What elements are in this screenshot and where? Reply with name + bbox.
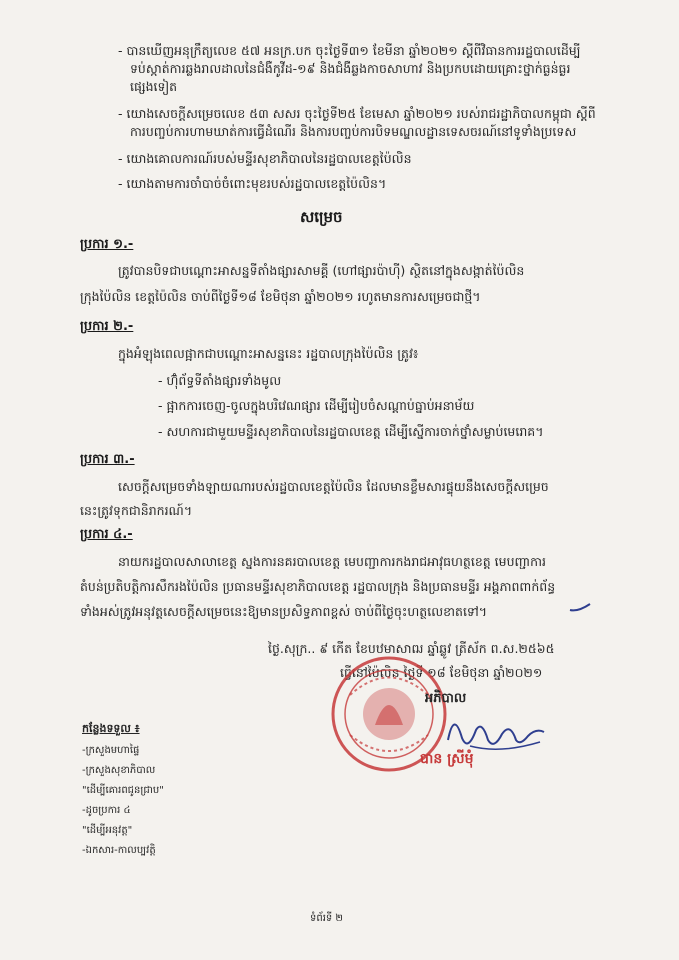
- preamble-3-line-1: - យោងគោលការណ៍របស់មន្ទីរសុខាភិបាលនៃរដ្ឋបាលខេត្តប៉ៃលិន: [118, 151, 412, 166]
- recipient-4: -ដូចប្រការ ៤: [82, 805, 131, 816]
- article-3-line-1: សេចក្តីសម្រេចទាំងឡាយណារបស់រដ្ឋបាលខេត្តប៉ៃលិន ដែលមានខ្លឹមសារផ្ទុយនឹងសេចក្តីសម្រេច: [118, 479, 549, 494]
- article-2-line-1: ក្នុងអំឡុងពេលផ្អាកជាបណ្តោះអាសន្ននេះ រដ្ឋបាលក្រុងប៉ៃលិន ត្រូវ៖: [118, 346, 419, 361]
- preamble-1-line-3: ផ្សេងទៀត: [130, 79, 178, 94]
- recipient-2: -ក្រសួងសុខាភិបាល: [82, 765, 156, 776]
- article-1-line-2: ក្រុងប៉ៃលិន ខេត្តប៉ៃលិន ចាប់ពីថ្ងៃទី១៨ ខែមិថុនា ឆ្នាំ២០២១ រហូតមានការសម្រេចជាថ្មី។: [80, 289, 481, 304]
- date-lunar: ថ្ងៃ.សុក្រ.. ៩ កើត ខែបឋមាសាឍ ឆ្នាំឆ្លូវ ត្រីស័ក ព.ស.២៥៦៥: [268, 641, 555, 656]
- article-2-line-4: - សហការជាមួយមន្ទីរសុខាភិបាលនៃរដ្ឋបាលខេត្ត ដើម្បីស្នើការចាក់ថ្នាំសម្លាប់មេរោគ។: [158, 424, 544, 439]
- article-1-line-1: ត្រូវបានបិទជាបណ្តោះអាសន្នទីតាំងផ្សារសាមគ្គី (ហៅផ្សារប៉ាហ៊ី) ស្ថិតនៅក្នុងសង្កាត់ប៉ៃលិន: [118, 263, 525, 278]
- article-2-line-2: - ហ៊ុំព័ទ្ធទីតាំងផ្សារទាំងមូល: [158, 373, 282, 388]
- preamble-1-line-1: - បានឃើញអនុក្រឹត្យលេខ ៥៧ អនក្រ.បក ចុះថ្ងៃទី៣១ ខែមីនា ឆ្នាំ២០២១ ស្តីពីវិធានការរដ្ឋបាលដើម្បី: [118, 43, 581, 58]
- preamble-2-line-1: - យោងសេចក្តីសម្រេចលេខ ៥៣ សសរ ចុះថ្ងៃទី២៥ ខែមេសា ឆ្នាំ២០២១ របស់រាជរដ្ឋាភិបាលកម្ពុជា ស្តីពី: [118, 106, 596, 121]
- signer-role: អភិបាល: [425, 691, 467, 706]
- article-3-heading: ប្រការ ៣.-: [80, 452, 135, 467]
- recipient-3: "ដើម្បីគោរពជូនជ្រាប": [82, 785, 164, 796]
- check-mark-icon: [568, 600, 592, 614]
- page-number: ទំព័រទី ២: [310, 913, 343, 924]
- preamble-1-line-2: ទប់ស្កាត់ការឆ្លងរាលដាលនៃជំងឺកូវីដ-១៩ និងជំងឺឆ្លងកាចសាហាវ និងប្រកបដោយគ្រោះថ្នាក់ធ្ងន់ធ្ងរ: [130, 61, 571, 76]
- article-2-line-3: - ផ្អាកការចេញ-ចូលក្នុងបរិវេណផ្សារ ដើម្បីរៀបចំសណ្តាប់ធ្នាប់អនាម័យ: [158, 398, 475, 413]
- article-2-heading: ប្រការ ២.-: [80, 319, 134, 334]
- preamble-4-line-1: - យោងតាមការចាំបាច់ចំពោះមុខរបស់រដ្ឋបាលខេត្តប៉ៃលិន។: [118, 176, 387, 191]
- article-4-line-2: តំបន់ប្រតិបត្តិការសឹករងប៉ៃលិន ប្រធានមន្ទីរសុខាភិបាលខេត្ត រដ្ឋបាលក្រុង និងប្រធានមន្ទីរ អង្គភាពពាក់ព័ន្ធ: [80, 579, 556, 594]
- article-4-line-3: ទាំងអស់ត្រូវអនុវត្តសេចក្តីសម្រេចនេះឱ្យមានប្រសិទ្ធភាពខ្ពស់ ចាប់ពីថ្ងៃចុះហត្ថលេខាតទៅ។: [80, 604, 488, 619]
- decision-title: សម្រេច: [300, 208, 343, 226]
- recipient-1: -ក្រសួងមហាផ្ទៃ: [82, 745, 140, 756]
- article-4-line-1: នាយករដ្ឋបាលសាលាខេត្ត ស្នងការនគរបាលខេត្ត មេបញ្ជាការកងរាជអាវុធហត្ថខេត្ត មេបញ្ជាការ: [118, 554, 546, 569]
- article-1-heading: ប្រការ ១.-: [80, 237, 134, 252]
- date-solar: ធ្វើនៅប៉ៃលិន ថ្ងៃទី ១៨ ខែមិថុនា ឆ្នាំ២០២១: [340, 665, 543, 680]
- article-3-line-2: នេះត្រូវទុកជានិរាករណ៍។: [80, 503, 193, 518]
- recipients-title: កន្លែងទទួល ៖: [82, 722, 140, 735]
- recipient-6: -ឯកសារ-កាលប្បវត្តិ: [82, 845, 156, 856]
- recipient-5: "ដើម្បីអនុវត្ត": [82, 825, 133, 836]
- article-4-heading: ប្រការ ៤.-: [80, 527, 133, 542]
- preamble-2-line-2: ការបញ្ចប់ការហាមឃាត់ការធ្វើដំណើរ និងការបញ្ចប់ការបិទមណ្ឌលដ្ឋានទេសចរណ៍នៅទូទាំងប្រទេស: [130, 124, 577, 139]
- signer-name: បាន ស្រីមុំ: [420, 751, 474, 767]
